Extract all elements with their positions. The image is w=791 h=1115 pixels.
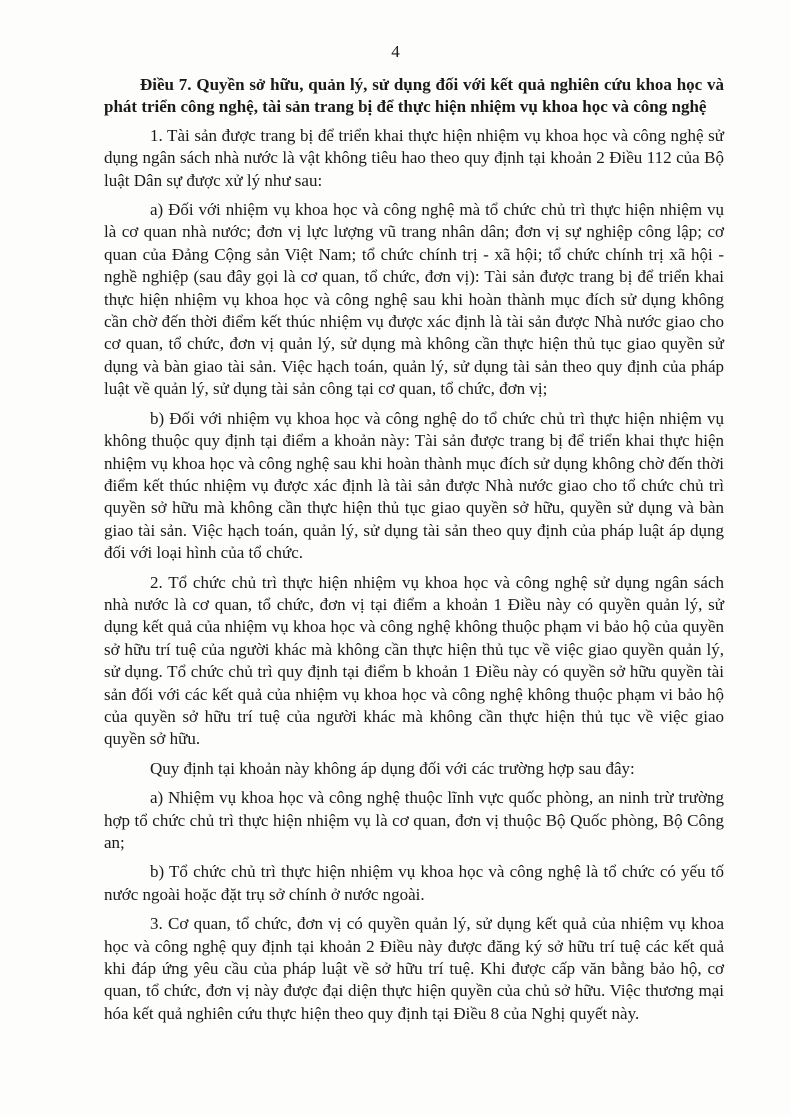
paragraph-clause-1b: b) Đối với nhiệm vụ khoa học và công nghệ do tổ chức chủ trì thực hiện nhiệm vụ không thuộc quy định tại điểm a khoản này: Tài sản được trang bị để triển khai thực hiện nhiệm vụ khoa học và công nghệ sau khi hoàn thành mục đích sử dụng không chờ đến thời điểm kết thúc nhiệm vụ được xác định là tài sản được Nhà nước giao cho tổ chức chủ trì quyền sở hữu mà không cần thực hiện thủ tục giao quyền sở hữu, quyền sử dụng và bàn giao tài sản. Việc hạch toán, quản lý, sử dụng tài sản theo quy định của pháp luật áp dụng đối với loại hình của tổ chức.: [104, 408, 724, 563]
paragraph-clause-1: 1. Tài sản được trang bị để triển khai thực hiện nhiệm vụ khoa học và công nghệ sử dụng ngân sách nhà nước là vật không tiêu hao theo quy định tại khoản 2 Điều 112 của Bộ luật Dân sự được xử lý như sau:: [104, 125, 724, 190]
paragraph-clause-2: 2. Tổ chức chủ trì thực hiện nhiệm vụ khoa học và công nghệ sử dụng ngân sách nhà nước là cơ quan, tổ chức, đơn vị tại điểm a khoản 1 Điều này có quyền quản lý, sử dụng kết quả của nhiệm vụ khoa học và công nghệ không thuộc phạm vi bảo hộ của quyền sở hữu trí tuệ của người khác mà không cần thực hiện thủ tục về việc giao quyền quản lý, sử dụng. Tổ chức chủ trì quy định tại điểm b khoản 1 Điều này có quyền sở hữu quyền tài sản đối với các kết quả của nhiệm vụ khoa học và công nghệ không thuộc phạm vi bảo hộ của quyền sở hữu trí tuệ của người khác mà không cần thực hiện thủ tục về việc giao quyền sở hữu.: [104, 572, 724, 749]
paragraph-clause-3: 3. Cơ quan, tổ chức, đơn vị có quyền quản lý, sử dụng kết quả của nhiệm vụ khoa học và công nghệ quy định tại khoản 2 Điều này được đăng ký sở hữu trí tuệ các kết quả khi đáp ứng yêu cầu của pháp luật về sở hữu trí tuệ. Khi được cấp văn bằng bảo hộ, cơ quan, tổ chức, đơn vị này được đại diện thực hiện quyền của chủ sở hữu. Việc thương mại hóa kết quả nghiên cứu thực hiện theo quy định tại Điều 8 của Nghị quyết này.: [104, 914, 724, 1023]
paragraph-clause-1a: a) Đối với nhiệm vụ khoa học và công nghệ mà tổ chức chủ trì thực hiện nhiệm vụ là cơ quan nhà nước; đơn vị lực lượng vũ trang nhân dân; đơn vị sự nghiệp công lập; cơ quan của Đảng Cộng sản Việt Nam; tổ chức chính trị - xã hội; tổ chức chính trị xã hội - nghề nghiệp (sau đây gọi là cơ quan, tổ chức, đơn vị): Tài sản được trang bị để triển khai thực hiện nhiệm vụ khoa học và công nghệ sau khi hoàn thành mục đích sử dụng không cần chờ đến thời điểm kết thúc nhiệm vụ được xác định là tài sản được Nhà nước giao cho cơ quan, tổ chức, đơn vị quản lý, sử dụng mà không cần thực hiện thủ tục giao quyền sử dụng và bàn giao tài sản. Việc hạch toán, quản lý, sử dụng tài sản theo quy định của pháp luật về quản lý, sử dụng tài sản công tại cơ quan, tổ chức, đơn vị;: [104, 200, 724, 399]
paragraph-exception-a: a) Nhiệm vụ khoa học và công nghệ thuộc lĩnh vực quốc phòng, an ninh trừ trường hợp tổ chức chủ trì thực hiện nhiệm vụ là cơ quan, đơn vị thuộc Bộ Quốc phòng, Bộ Công an;: [104, 788, 724, 852]
page-number: 4: [391, 42, 400, 61]
document-body: [104, 74, 724, 1032]
paragraph-exception-b: b) Tổ chức chủ trì thực hiện nhiệm vụ khoa học và công nghệ là tổ chức có yếu tố nước ngoài hoặc đặt trụ sở chính ở nước ngoài.: [104, 862, 724, 904]
article-title: Điều 7. Quyền sở hữu, quản lý, sử dụng đối với kết quả nghiên cứu khoa học và phát triển công nghệ, tài sản trang bị để thực hiện nhiệm vụ khoa học và công nghệ: [104, 75, 724, 117]
paragraph-exceptions-intro: Quy định tại khoản này không áp dụng đối với các trường hợp sau đây:: [150, 758, 635, 778]
